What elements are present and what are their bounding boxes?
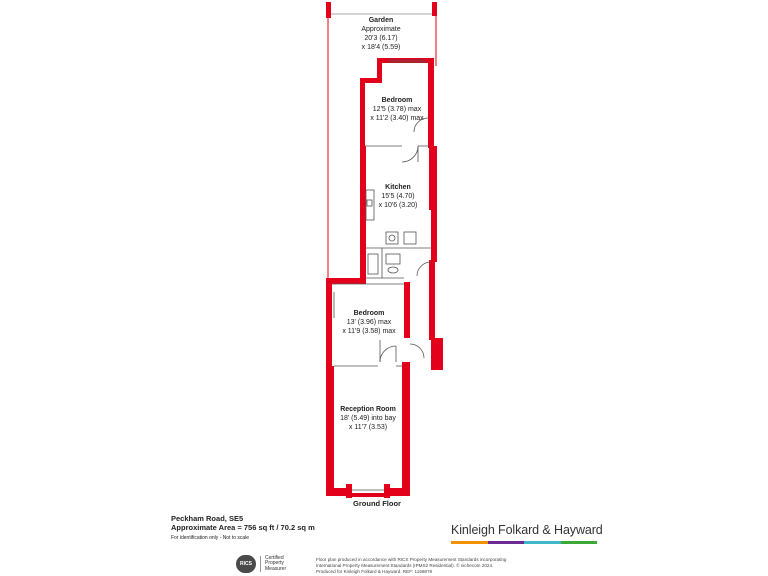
rics-line-2: Property: [265, 560, 284, 567]
brand-bar-teal: [524, 541, 561, 544]
rics-line-1: Certified: [265, 555, 284, 562]
rics-logo-icon: RICS: [236, 555, 256, 573]
brand-name: Kinleigh Folkard & Hayward: [451, 523, 603, 537]
svg-text:Kitchen: Kitchen: [385, 184, 411, 191]
svg-text:18' (5.49) into bay: 18' (5.49) into bay: [340, 415, 396, 422]
rics-text: [260, 556, 286, 572]
floor-label: Ground Floor: [353, 499, 401, 508]
svg-text:Bedroom: Bedroom: [381, 97, 413, 104]
svg-text:Bedroom: Bedroom: [353, 310, 385, 317]
svg-text:x 11'7 (3.53): x 11'7 (3.53): [348, 424, 388, 431]
property-info: [171, 514, 315, 541]
kitchen-label: [379, 184, 418, 209]
identification-note: For identification only - Not to scale: [171, 535, 250, 541]
brand-bar-purple: [488, 541, 525, 544]
brand-color-bar: [451, 541, 597, 544]
svg-text:Reception Room: Reception Room: [340, 406, 396, 413]
svg-text:13' (3.96) max: 13' (3.96) max: [346, 319, 392, 326]
disclaimer-line-2: International Property Measurement Standards (IPMS2 Residential). © nichecom 2024.: [316, 563, 494, 569]
bedroom-front-label: [342, 310, 396, 335]
svg-text:x 11'2 (3.40) max: x 11'2 (3.40) max: [370, 115, 424, 122]
brand-bar-green: [561, 541, 598, 544]
svg-text:Garden: Garden: [368, 17, 394, 24]
reception-label: [340, 406, 396, 431]
brand-logo: [451, 523, 603, 544]
svg-text:15'5 (4.70): 15'5 (4.70): [381, 193, 415, 200]
svg-text:x 18'4 (5.59): x 18'4 (5.59): [361, 44, 401, 51]
disclaimer-line-1: Floor plan produced in accordance with RICS Property Measurement Standards incorporating: [316, 557, 507, 562]
svg-text:x 10'6 (3.20): x 10'6 (3.20): [378, 202, 418, 209]
bedroom-rear-label: [370, 97, 424, 122]
garden-label: [361, 17, 400, 51]
rics-line-3: Measurer: [265, 565, 287, 572]
svg-text:x 11'9 (3.58) max: x 11'9 (3.58) max: [342, 328, 396, 335]
approximate-area: Approximate Area = 756 sq ft / 70.2 sq m: [171, 523, 315, 532]
rics-certification: [236, 555, 286, 573]
svg-text:Approximate: Approximate: [361, 26, 401, 33]
disclaimer: [316, 557, 556, 576]
svg-text:20'3 (6.17): 20'3 (6.17): [364, 35, 398, 42]
svg-text:12'5 (3.78) max: 12'5 (3.78) max: [372, 106, 422, 113]
brand-bar-orange: [451, 541, 488, 544]
disclaimer-line-3: Produced for Kinleigh Folkard & Hayward. REF: 1169878: [316, 569, 433, 575]
address: Peckham Road, SE5: [171, 514, 244, 523]
